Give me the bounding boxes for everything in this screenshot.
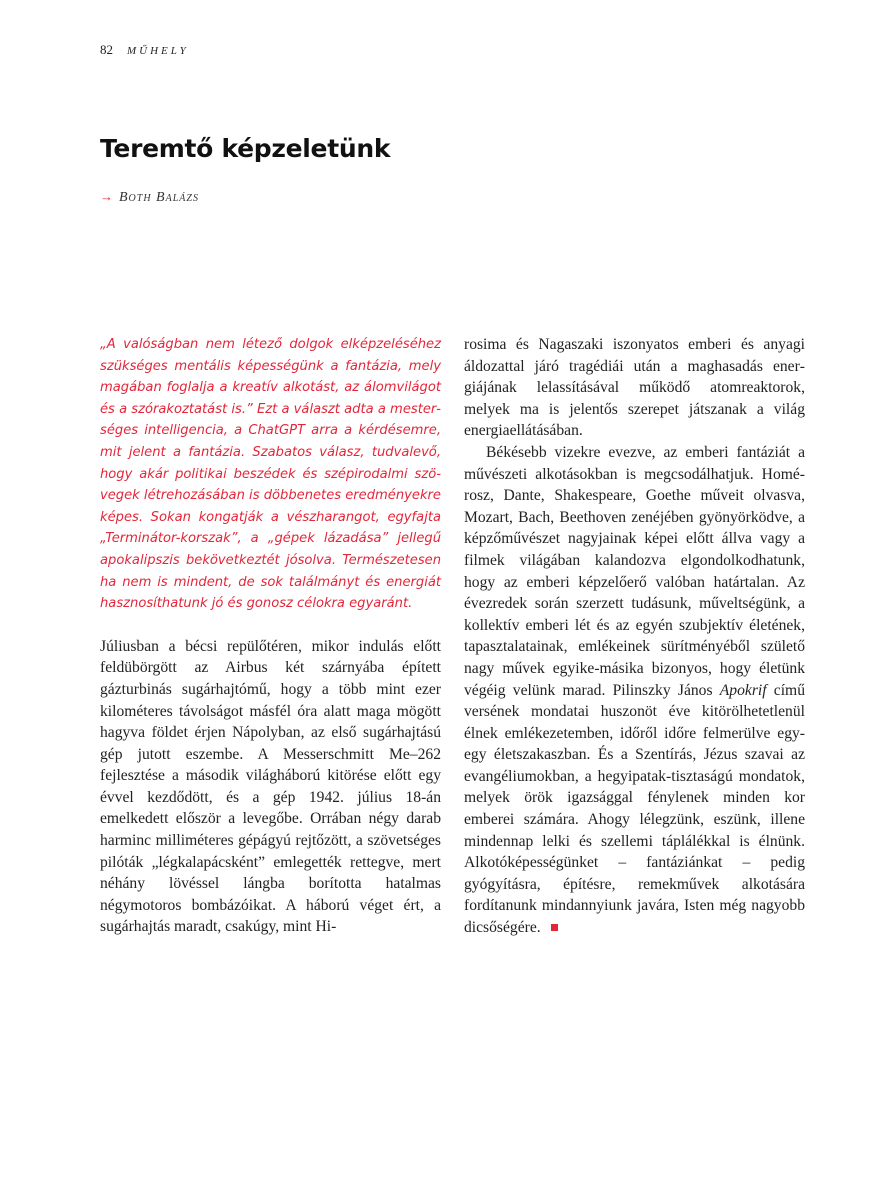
body-paragraph-2 xyxy=(464,442,805,939)
poem-title: Apokrif xyxy=(719,681,767,699)
article-title: Teremtő képzeletünk xyxy=(100,134,391,163)
section-name: MŰHELY xyxy=(127,45,189,57)
right-column xyxy=(464,334,805,939)
page-number: 82 xyxy=(100,42,113,57)
lead-paragraph: „A valóságban nem létező dolgok elképzeléséhez szükséges mentális képességünk a fantázia, mely magában foglalja a kreatív alkotást, az álomvilágot és a szórakoztatást is.” Ezt a választ adta a mesterséges intelligencia, a ChatGPT arra a kérdésemre, mit jelent a fantázia. Szabatos válasz, tudvalevő, hogy akár politikai beszédek és szépirodalmi szövegek létrehozásában is döbbenetes eredményekre képes. Sokan kongatják a vészharangot, egyfajta „Terminátor-korszak”, a „gépek lázadása” jellegű apokalipszis bekövetkeztét jósolva. Természetesen ha nem is mindent, de sok találmányt és energiát hasznosíthatunk jó és gonosz célokra egyaránt. xyxy=(100,337,441,612)
author-name: Both Balázs xyxy=(119,190,199,205)
paragraph-text: című versének mondatai huszonöt éve kitörölhetetlenül élnek emlékezetemben, időről időre felmerülve egy-egy életszakaszban. És a Szentírás, Jézus szavai az evangéliumokban, a hegyipatak-tisztaságú mondatok, melyek örök igazsággal fénylenek minden kor emberei számára. Ahogy lélegzünk, eszünk, illene mindennap lelki és szellemi táplálékkal is élnünk. Alkotóképességünket – fantáziánkat – pedig gyógyításra, építésre, remekművek alkotására fordítanunk mindannyiunk javára, Isten még nagyobb dicsőségére. xyxy=(464,681,805,937)
byline xyxy=(100,189,199,206)
left-column xyxy=(100,334,441,938)
body-paragraph-1-continued: rosima és Nagaszaki iszonyatos emberi és anyagi áldozattal járó tragédiái után a maghasadás energiájának lelassításával működő atomreaktorok, melyek ma is jelentős szerepet játszanak a világ energiaellátásában. xyxy=(464,336,805,440)
body-paragraph-1: Júliusban a bécsi repülőtéren, mikor indulás előtt feldübörgött az Airbus két szárnyába épített gázturbinás sugárhajtómű, hogy a több mint ezer kilométeres távolságot másfél óra alatt maga mögött hagyva földet érjen Nápolyban, az első sugárhajtású gép jutott eszembe. A Messerschmitt Me–262 fejlesztése a második világháború kitörése előtt egy évvel kezdődött, és a gép 1942. július 18-án emelkedett először a levegőbe. Orrában négy darab harminc milliméteres gépágyú rejtőzött, a szövetséges pilóták „légkalapácsként” emlegették rettegve, mert néhány lövéssel lángba borította hatalmas négymotoros bombázóikat. A háború véget ért, a sugárhajtás maradt, csakúgy, mint Hi- xyxy=(100,637,441,936)
arrow-right-icon: → xyxy=(100,189,114,204)
paragraph-text: Békésebb vizekre evezve, az emberi fantáziát a művészeti alkotásokban is megcsodálhatjuk. Homérosz, Dante, Shakespeare, Goethe műveit olvasva, Mozart, Bach, Beethoven zenéjében gyönyörködve, a képzőművészet nagyjainak képei előtt állva vagy a filmek világában kalandozva elgondolkodhatunk, hogy az emberi képzelőerő valóban határtalan. Az évezredek során szerzett tudásunk, műveltségünk, a kollektív emberi lét és az egyén szubjektív életének, tapasztalatainak, emlékeinek sürítményéből születő nagy művek egyike-másika bizonyos, hogy életünk végéig velünk marad. Pilinszky János xyxy=(464,443,805,699)
end-of-article-mark xyxy=(551,924,558,931)
running-head xyxy=(100,42,189,58)
